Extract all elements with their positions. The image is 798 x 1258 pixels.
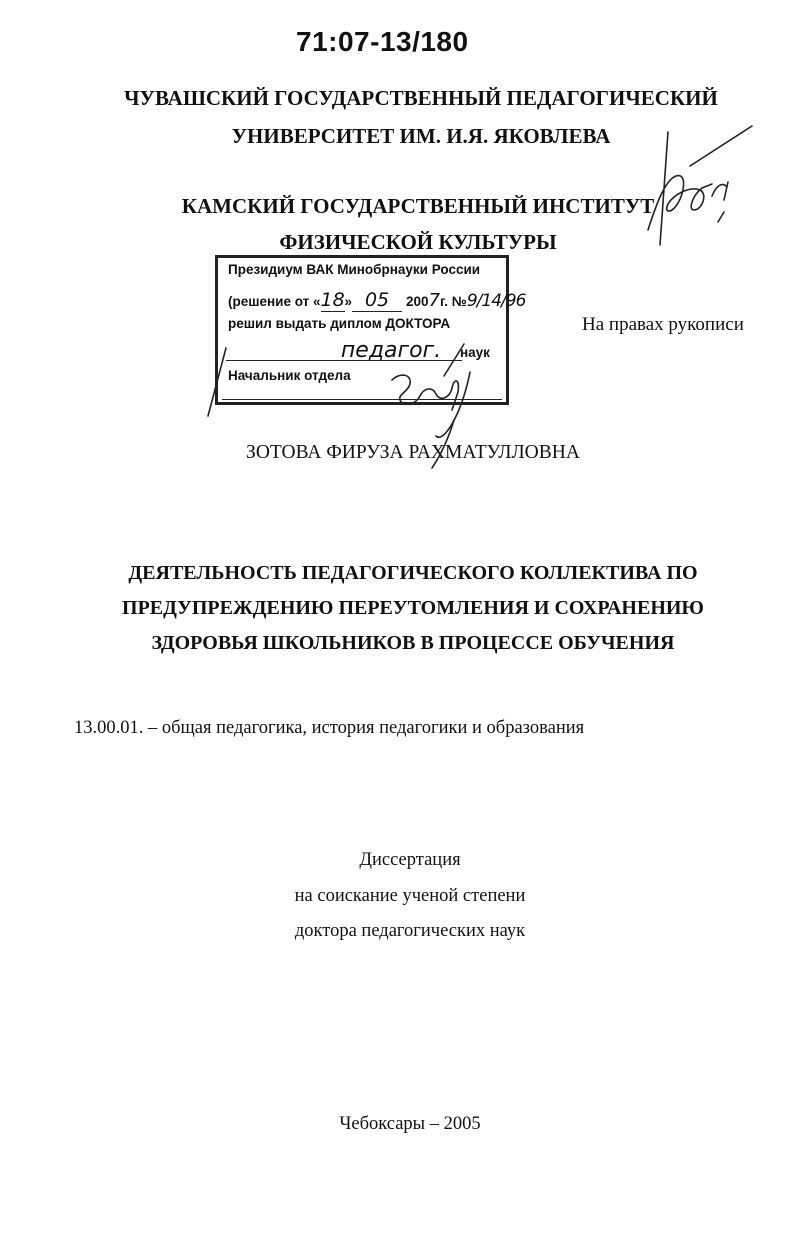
stamp-presidium-line: Президиум ВАК Минобрнауки России xyxy=(228,262,481,277)
stamp-decision-prefix: (решение от « xyxy=(228,294,321,309)
stamp-decision-year-digit: 7 xyxy=(428,290,441,311)
margin-stroke-left xyxy=(208,348,226,416)
stamp-decision-number-prefix: г. № xyxy=(440,294,467,309)
doctor-degree-line: доктора педагогических наук xyxy=(294,921,526,941)
city-year: Чебоксары – 2005 xyxy=(339,1114,481,1134)
signature-top-right xyxy=(648,126,752,245)
author-name: ЗОТОВА ФИРУЗА РАХМАТУЛЛОВНА xyxy=(246,442,580,463)
signature-head-department xyxy=(392,344,470,437)
catalog-number: 71:07-13/180 xyxy=(296,26,469,57)
specialty-code: 13.00.01. – общая педагогика, история педагогики и образования xyxy=(74,718,585,738)
university-line-1: ЧУВАШСКИЙ ГОСУДАРСТВЕННЫЙ ПЕДАГОГИЧЕСКИЙ xyxy=(124,86,718,110)
degree-line: на соискание ученой степени xyxy=(294,886,526,906)
stamp-decision-year-prefix: 200 xyxy=(406,294,429,309)
stamp-head-line: Начальник отдела xyxy=(228,368,351,383)
stamp-decision-month: 05 xyxy=(352,289,402,312)
stamp-decision-number: 9/14/96 xyxy=(466,291,526,311)
dissertation-title-line-3: ЗДОРОВЬЯ ШКОЛЬНИКОВ В ПРОЦЕССЕ ОБУЧЕНИЯ xyxy=(151,632,675,654)
institute-line-2: ФИЗИЧЕСКОЙ КУЛЬТУРЫ xyxy=(279,230,557,254)
rights-note: На правах рукописи xyxy=(582,314,744,335)
stamp-decision-day: 18 xyxy=(320,289,345,311)
university-line-2: УНИВЕРСИТЕТ ИМ. И.Я. ЯКОВЛЕВА xyxy=(231,124,611,148)
stamp-science-suffix: наук xyxy=(460,345,490,360)
stamp-science-field: педагог. xyxy=(340,338,442,363)
dissertation-title-line-2: ПРЕДУПРЕЖДЕНИЮ ПЕРЕУТОМЛЕНИЯ И СОХРАНЕНИЮ xyxy=(122,597,704,619)
dissertation-label: Диссертация xyxy=(359,850,461,870)
stamp-doctor-line: решил выдать диплом ДОКТОРА xyxy=(228,316,451,331)
institute-line-1: КАМСКИЙ ГОСУДАРСТВЕННЫЙ ИНСТИТУТ xyxy=(181,194,655,218)
stamp-decision-mid: » xyxy=(344,294,353,309)
dissertation-title-line-1: ДЕЯТЕЛЬНОСТЬ ПЕДАГОГИЧЕСКОГО КОЛЛЕКТИВА ПО xyxy=(128,562,698,584)
